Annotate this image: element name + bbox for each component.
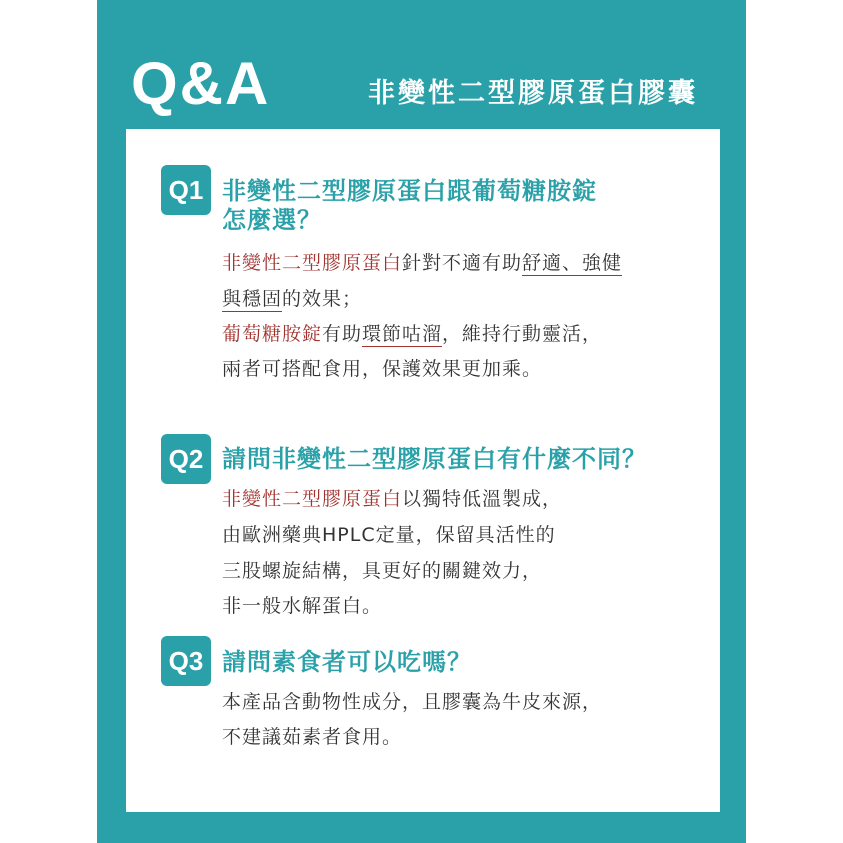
q1-answer-text-3: 有助 xyxy=(322,323,363,345)
q1-answer-text-2: 的效果； xyxy=(282,288,363,310)
q2-answer-highlight: 非變性二型膠原蛋白 xyxy=(222,488,403,510)
q1-answer-underline-2: 與穩固 xyxy=(222,288,283,310)
q1-question-line1: 非變性二型膠原蛋白跟葡萄糖胺錠 xyxy=(222,177,597,205)
q2-answer-line4: 非一般水解蛋白。 xyxy=(222,595,383,617)
q1-answer-highlight: 非變性二型膠原蛋白 xyxy=(222,252,403,274)
q2-answer-line2: 由歐洲藥典HPLC定量，保留具活性的 xyxy=(222,524,556,546)
q2-answer-text: 以獨特低溫製成， xyxy=(402,488,563,510)
q1-answer-underline: 舒適、強健 xyxy=(522,252,623,274)
q1-answer-text: 針對不適有助 xyxy=(402,252,523,274)
q1-answer-line4: 兩者可搭配食用，保護效果更加乘。 xyxy=(222,358,543,380)
q1-badge: Q1 xyxy=(161,165,211,215)
q1-answer-underline-3: 環節咕溜 xyxy=(362,323,443,345)
qa-title: Q&A xyxy=(131,50,271,117)
q1-answer-highlight-3: 葡萄糖胺錠 xyxy=(222,323,323,345)
q2-answer-line1 xyxy=(222,485,562,513)
q3-answer-line1: 本產品含動物性成分，且膠囊為牛皮來源， xyxy=(222,691,603,713)
q3-answer-line2: 不建議茹素者食用。 xyxy=(222,726,403,748)
q2-question: 請問非變性二型膠原蛋白有什麼不同？ xyxy=(222,445,647,473)
q2-answer-line3: 三股螺旋結構，具更好的關鍵效力， xyxy=(222,560,543,582)
q1-question-line2: 怎麼選？ xyxy=(222,206,322,234)
q1-answer-line2 xyxy=(222,285,362,313)
product-title: 非變性二型膠原蛋白膠囊 xyxy=(368,78,698,109)
q1-answer-line3 xyxy=(222,320,602,348)
q3-badge: Q3 xyxy=(161,636,211,686)
q1-answer-line1 xyxy=(222,249,622,277)
q1-answer-tail-3: ，維持行動靈活， xyxy=(442,323,603,345)
q3-question: 請問素食者可以吃嗎？ xyxy=(222,648,472,676)
q2-badge: Q2 xyxy=(161,434,211,484)
